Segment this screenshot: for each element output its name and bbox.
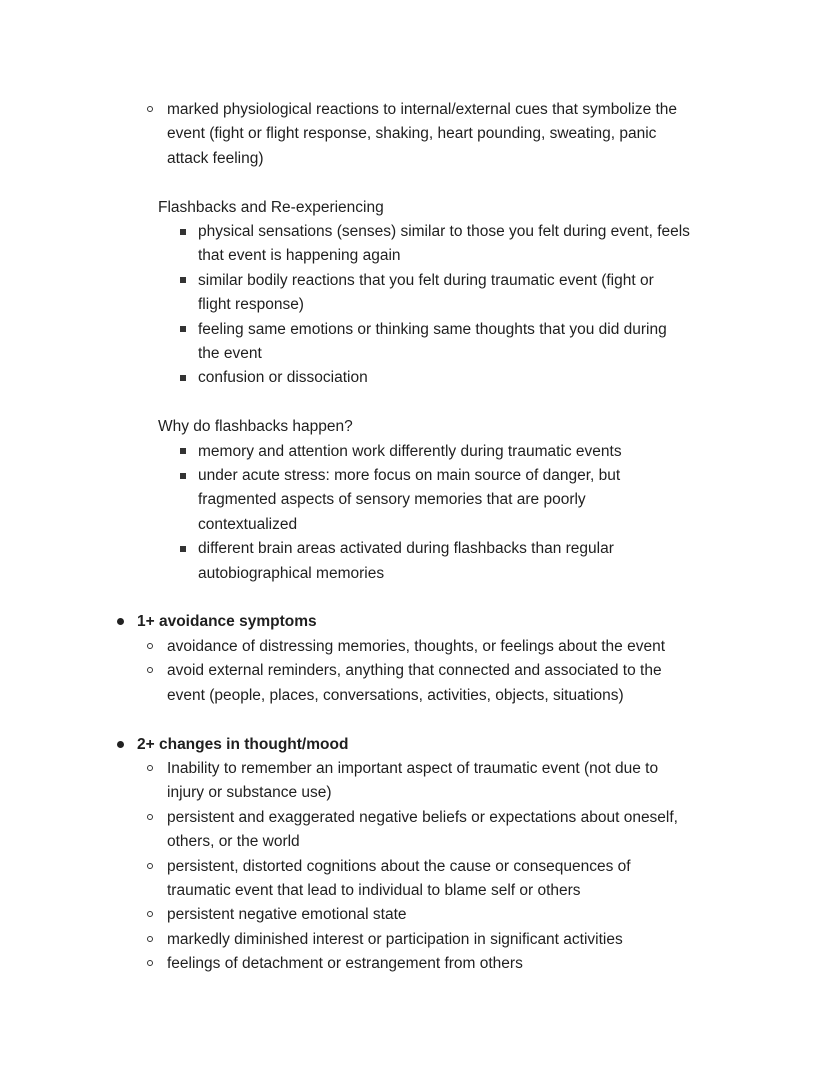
list-item [0, 318, 758, 367]
square-bullet-icon [180, 546, 186, 552]
list-item-line: physical sensations (senses) similar to those you felt during event, feels [198, 223, 690, 241]
list-item [0, 952, 747, 976]
hollow-bullet-icon [147, 667, 153, 673]
list-item-line: confusion or dissociation [198, 369, 368, 387]
square-bullet-icon [180, 473, 186, 479]
list-item-line: marked physiological reactions to internal/external cues that symbolize the [167, 101, 678, 118]
filled-bullet-icon [117, 741, 124, 748]
list-item-line: contextualized [198, 515, 298, 533]
section-heading-why-flashbacks: Why do flashbacks happen? [158, 418, 353, 436]
hollow-bullet-icon [147, 936, 153, 942]
hollow-bullet-icon [147, 911, 153, 917]
list-item [0, 440, 758, 464]
list-item-line: attack feeling) [167, 149, 264, 167]
list-item-line: under acute stress: more focus on main source of danger, but [198, 467, 621, 485]
list-item [0, 220, 758, 269]
square-bullet-icon [180, 326, 186, 332]
list-item [0, 98, 747, 171]
square-bullet-icon [180, 375, 186, 381]
square-bullet-icon [180, 229, 186, 235]
hollow-bullet-icon [147, 814, 153, 820]
list-item-line: markedly diminished interest or participation in significant activities [167, 930, 623, 948]
list-item-line: avoidance of distressing memories, thoughts, or feelings about the event [167, 637, 666, 655]
list-item [0, 464, 758, 537]
list-item-line: flight response) [198, 296, 304, 314]
hollow-bullet-icon [147, 106, 153, 112]
list-item-line: traumatic event that lead to individual to blame self or others [167, 881, 581, 899]
list-item [0, 757, 747, 806]
list-item-line: injury or substance use) [167, 784, 332, 802]
section-heading-flashbacks: Flashbacks and Re-experiencing [158, 198, 384, 216]
list-item-line: event (fight or flight response, shaking, heart pounding, sweating, panic [167, 125, 657, 143]
list-item-line: persistent, distorted cognitions about the cause or consequences of [167, 857, 631, 875]
section-heading-mood [0, 733, 828, 757]
list-item-line: others, or the world [167, 833, 300, 851]
square-bullet-icon [180, 277, 186, 283]
list-item [0, 903, 747, 927]
section-heading-text: 1+ avoidance symptoms [137, 613, 317, 631]
list-item [0, 855, 747, 904]
list-item [0, 806, 747, 855]
list-item-line: avoid external reminders, anything that connected and associated to the [167, 662, 662, 680]
list-item [0, 635, 747, 659]
hollow-bullet-icon [147, 960, 153, 966]
filled-bullet-icon [117, 618, 124, 625]
list-item [0, 537, 758, 586]
list-item [0, 659, 747, 708]
square-bullet-icon [180, 448, 186, 454]
list-item [0, 928, 747, 952]
list-item-line: feelings of detachment or estrangement from others [167, 955, 523, 973]
list-item-line: autobiographical memories [198, 564, 385, 582]
hollow-bullet-icon [147, 643, 153, 649]
hollow-bullet-icon [147, 863, 153, 869]
list-item-line: that event is happening again [198, 247, 401, 265]
list-item-line: similar bodily reactions that you felt during traumatic event (fight or [198, 271, 654, 289]
document-page [0, 98, 828, 977]
list-item-line: feeling same emotions or thinking same thoughts that you did during [198, 320, 667, 338]
section-heading-avoidance [0, 610, 828, 634]
list-item [0, 269, 758, 318]
list-item-line: fragmented aspects of sensory memories that are poorly [198, 491, 586, 509]
list-item-line: memory and attention work differently during traumatic events [198, 442, 622, 460]
list-item-line: Inability to remember an important aspect of traumatic event (not due to [167, 759, 659, 777]
list-item-line: the event [198, 345, 262, 363]
section-heading-text: 2+ changes in thought/mood [137, 735, 349, 753]
list-item-line: persistent and exaggerated negative beliefs or expectations about oneself, [167, 808, 678, 826]
list-item-line: persistent negative emotional state [167, 906, 407, 924]
list-item-line: event (people, places, conversations, activities, objects, situations) [167, 686, 624, 704]
list-item [0, 366, 758, 390]
hollow-bullet-icon [147, 765, 153, 771]
list-item-line: different brain areas activated during flashbacks than regular [198, 540, 614, 558]
